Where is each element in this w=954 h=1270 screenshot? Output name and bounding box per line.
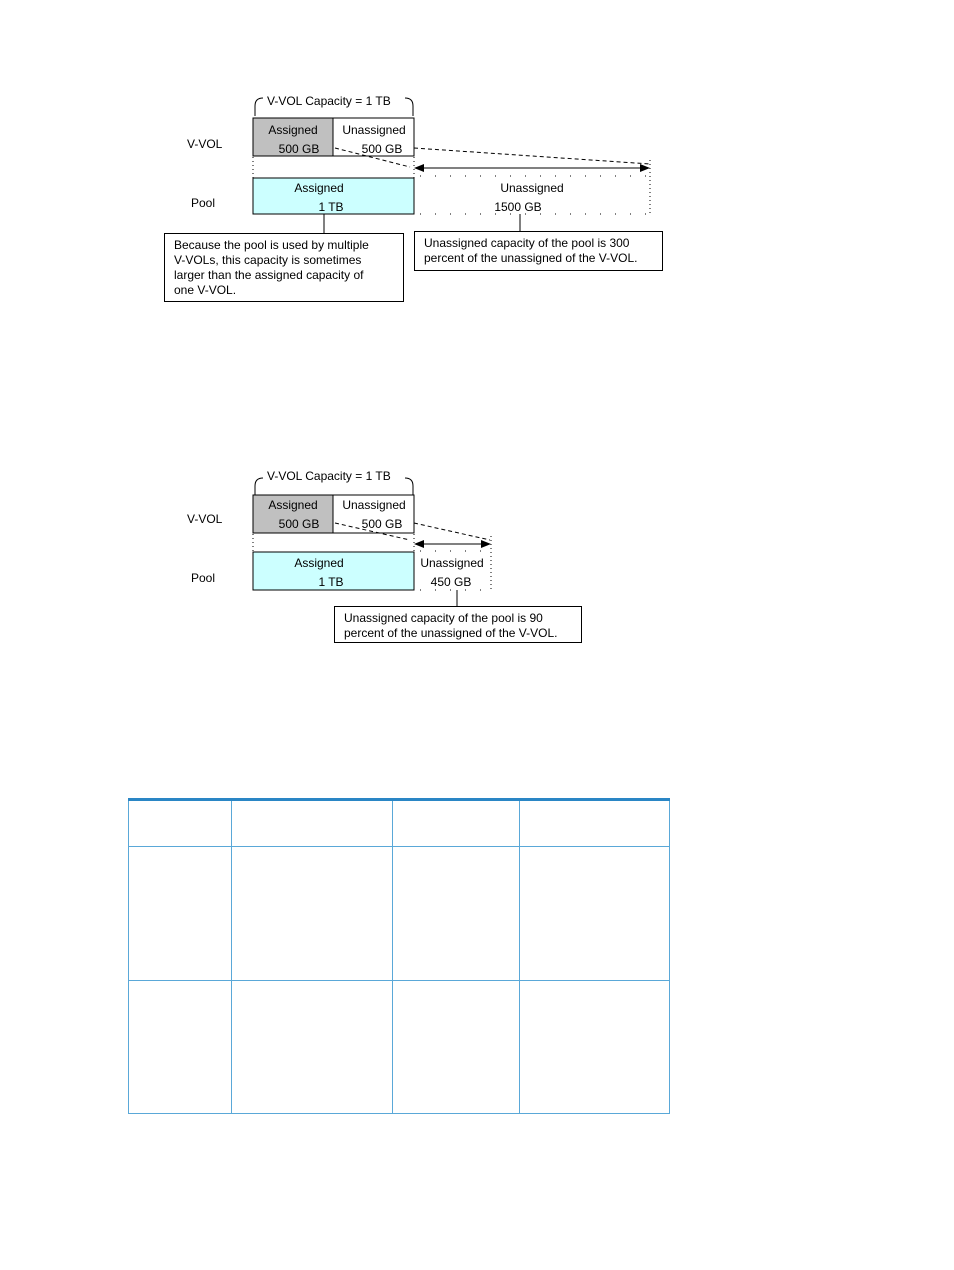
vvol-row-label: V-VOL xyxy=(187,512,223,526)
table-cell xyxy=(232,981,393,1114)
table-header-cell xyxy=(232,800,393,847)
pool-assigned-label: Assigned xyxy=(294,181,344,195)
note-line: Unassigned capacity of the pool is 300 xyxy=(424,236,630,250)
note-line: one V-VOL. xyxy=(174,283,237,297)
note-line: larger than the assigned capacity of xyxy=(174,268,364,282)
vvol-row-label: V-VOL xyxy=(187,137,223,151)
table-cell xyxy=(129,981,232,1114)
pool-unassigned-size: 1500 GB xyxy=(494,200,542,214)
table-cell xyxy=(232,847,393,981)
capacity-label: V-VOL Capacity = 1 TB xyxy=(267,469,391,483)
note-unassigned-300 xyxy=(414,231,663,271)
pool-unassigned-label: Unassigned xyxy=(420,556,484,570)
table-cell xyxy=(520,847,670,981)
pool-row-label: Pool xyxy=(191,571,216,585)
vvol-assigned-size: 500 GB xyxy=(278,517,320,531)
table-header-cell xyxy=(520,800,670,847)
capacity-label: V-VOL Capacity = 1 TB xyxy=(267,94,391,108)
vvol-assigned-label: Assigned xyxy=(268,498,318,512)
table-row xyxy=(129,847,670,981)
vvol-unassigned-size: 500 GB xyxy=(361,142,403,156)
vvol-unassigned-label: Unassigned xyxy=(342,123,406,137)
table-cell xyxy=(520,981,670,1114)
vvol-unassigned-size: 500 GB xyxy=(361,517,403,531)
note-pool-shared xyxy=(164,233,404,302)
pool-assigned-size: 1 TB xyxy=(318,575,344,589)
pool-unassigned-size: 450 GB xyxy=(430,575,472,589)
table-header-row xyxy=(129,800,670,847)
diagram-graphics xyxy=(0,80,954,310)
table-cell xyxy=(393,847,520,981)
table-row xyxy=(129,981,670,1114)
note-line: Unassigned capacity of the pool is 90 xyxy=(344,611,543,625)
vvol-assigned-size: 500 GB xyxy=(278,142,320,156)
note-line: percent of the unassigned of the V-VOL. xyxy=(424,251,638,265)
capacity-diagram-300-percent xyxy=(0,80,954,310)
capacity-table xyxy=(128,798,670,1114)
table-header-cell xyxy=(393,800,520,847)
pool-unassigned-label: Unassigned xyxy=(500,181,564,195)
note-unassigned-90 xyxy=(334,606,582,643)
vvol-unassigned-label: Unassigned xyxy=(342,498,406,512)
capacity-diagram-90-percent xyxy=(0,460,954,650)
pool-assigned-size: 1 TB xyxy=(318,200,344,214)
table-header-cell xyxy=(129,800,232,847)
vvol-assigned-label: Assigned xyxy=(268,123,318,137)
table-cell xyxy=(129,847,232,981)
pool-row-label: Pool xyxy=(191,196,216,210)
note-line: percent of the unassigned of the V-VOL. xyxy=(344,626,558,640)
note-line: V-VOLs, this capacity is sometimes xyxy=(174,253,362,267)
note-line: Because the pool is used by multiple xyxy=(174,238,369,252)
pool-assigned-label: Assigned xyxy=(294,556,344,570)
table-cell xyxy=(393,981,520,1114)
